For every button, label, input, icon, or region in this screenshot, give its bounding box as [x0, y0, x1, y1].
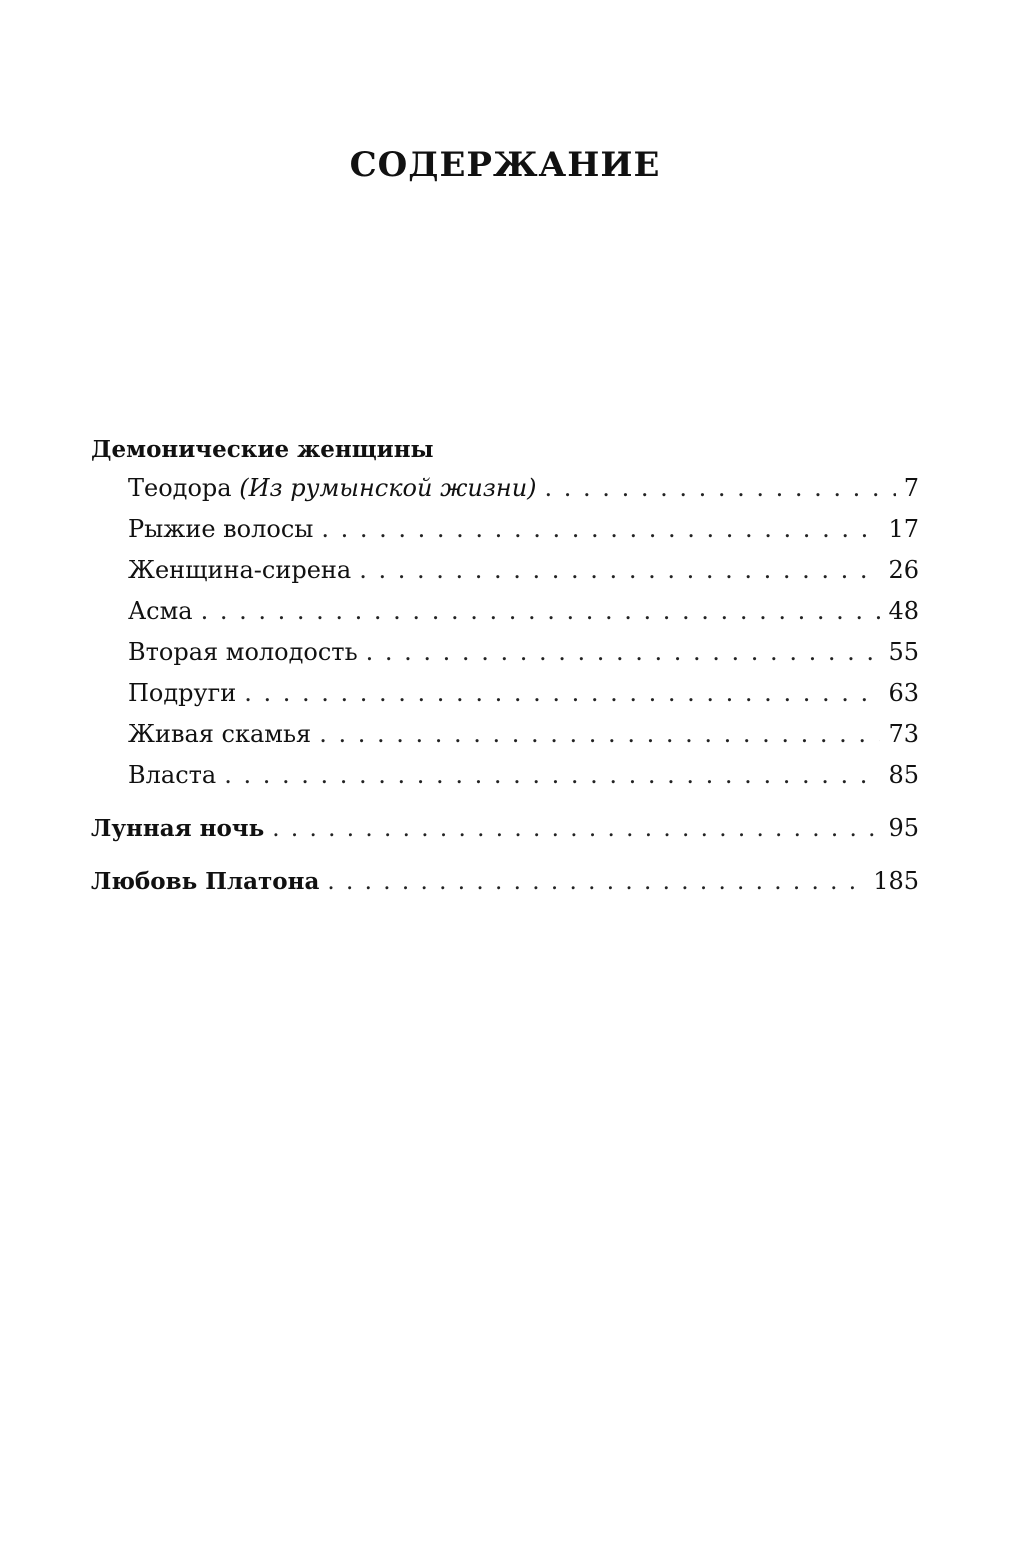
toc-entry	[91, 755, 919, 796]
toc-entry	[91, 632, 919, 673]
toc-entry-page: 73	[888, 720, 919, 748]
dot-leader	[366, 632, 881, 673]
toc-entry-page: 17	[888, 515, 919, 543]
toc-entry	[91, 673, 919, 714]
toc-entry-title: Женщина-сирена	[128, 556, 352, 584]
toc-entry-page: 95	[888, 814, 919, 842]
dot-leader	[272, 809, 880, 850]
toc-entry-title: Подруги	[128, 679, 237, 707]
toc-entry-title: Лунная ночь	[91, 815, 265, 842]
toc-main-entry	[91, 861, 919, 902]
toc-entry-page: 26	[888, 556, 919, 584]
toc-entry-title: Власта	[128, 761, 217, 789]
toc-entry-page: 63	[888, 679, 919, 707]
table-of-contents	[91, 432, 919, 902]
toc-entry-title: Асма	[128, 597, 193, 625]
toc-entry-page: 55	[888, 638, 919, 666]
dot-leader	[201, 591, 881, 632]
dot-leader	[327, 862, 865, 903]
toc-entry-page: 7	[903, 474, 919, 502]
dot-leader	[545, 468, 896, 509]
dot-leader	[244, 673, 880, 714]
toc-entry-page: 48	[888, 597, 919, 625]
dot-leader	[359, 550, 880, 591]
page-title: СОДЕРЖАНИЕ	[349, 145, 661, 185]
toc-entry	[91, 591, 919, 632]
toc-entry	[91, 550, 919, 591]
toc-entry-note: (Из румынской жизни)	[239, 474, 537, 502]
toc-entry	[91, 714, 919, 755]
toc-entry-title: Любовь Платона	[91, 868, 320, 895]
section-heading: Демонические женщины	[91, 436, 434, 463]
toc-entry-page: 85	[888, 761, 919, 789]
toc-entry-title: Вторая молодость	[128, 638, 358, 666]
toc-entry-title-text: Теодора	[128, 474, 232, 502]
dot-leader	[321, 509, 880, 550]
dot-leader	[319, 714, 880, 755]
dot-leader	[224, 755, 880, 796]
toc-entry-title: Живая скамья	[128, 720, 312, 748]
toc-entry-title: Рыжие волосы	[128, 515, 314, 543]
toc-entry	[91, 509, 919, 550]
toc-entry-title	[128, 468, 545, 509]
toc-entry-page: 185	[873, 867, 919, 895]
toc-main-entry	[91, 808, 919, 849]
toc-entry	[91, 468, 919, 509]
